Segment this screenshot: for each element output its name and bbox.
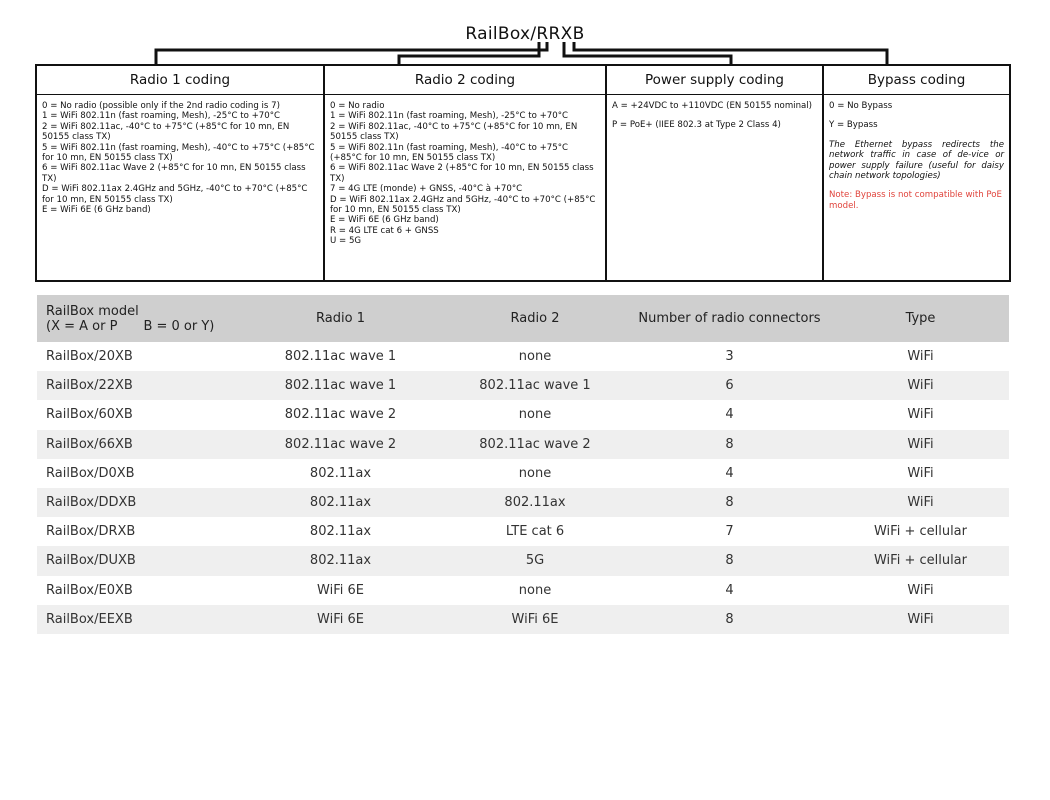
- radio1-code-line: D = WiFi 802.11ax 2.4GHz and 5GHz, -40°C to +70°C (+85°C for 10 mn, EN 50155 class TX): [42, 184, 308, 205]
- radio1-code-line: 6 = WiFi 802.11ac Wave 2 (+85°C for 10 mn, EN 50155 class TX): [42, 163, 306, 184]
- cell-radio1: 802.11ax: [238, 488, 443, 517]
- radio2-coding-heading: Radio 2 coding: [325, 66, 605, 95]
- table-row: [37, 430, 1009, 459]
- table-row: [37, 546, 1009, 575]
- cell-type: WiFi + cellular: [832, 546, 1009, 575]
- table-row: [37, 342, 1009, 371]
- power-coding-list: [607, 95, 822, 133]
- cell-connectors: 4: [725, 465, 734, 481]
- cell-radio2: none: [518, 582, 552, 598]
- power-coding-column: [607, 66, 824, 280]
- radio2-code-line: R = 4G LTE cat 6 + GNSS: [330, 225, 439, 236]
- cell-connectors: 8: [627, 488, 832, 517]
- radio2-code-line: D = WiFi 802.11ax 2.4GHz and 5GHz, -40°C to +70°C (+85°C for 10 mn, EN 50155 class TX): [330, 194, 596, 216]
- cell-radio2: 802.11ax: [443, 488, 627, 517]
- cell-radio2: WiFi 6E: [443, 605, 627, 634]
- bypass-coding-column: [824, 66, 1009, 280]
- cell-type: WiFi: [832, 488, 1009, 517]
- cell-model: RailBox/DUXB: [37, 546, 238, 575]
- cell-type: WiFi: [907, 349, 934, 365]
- cell-radio2: 802.11ac wave 2: [443, 430, 627, 459]
- radio1-coding-list: [37, 95, 323, 217]
- cell-radio1: 802.11ax: [309, 524, 372, 540]
- table-row: [37, 400, 1009, 429]
- cell-radio1: WiFi 6E: [317, 582, 364, 598]
- radio2-code-line: U = 5G: [330, 236, 362, 247]
- radio2-code-line: 1 = WiFi 802.11n (fast roaming, Mesh), -25°C to +70°C: [330, 111, 569, 122]
- cell-model: RailBox/DRXB: [46, 524, 136, 540]
- product-code-title: RailBox/RRXB: [465, 24, 585, 44]
- cell-radio1: 802.11ac wave 2: [238, 430, 443, 459]
- header-model-legend: [46, 319, 237, 334]
- power-code-p: P = PoE+ (IIEE 802.3 at Type 2 Class 4): [612, 120, 781, 131]
- cell-connectors: 7: [725, 524, 734, 540]
- cell-connectors: 4: [725, 582, 734, 598]
- cell-radio1: WiFi 6E: [238, 605, 443, 634]
- cell-radio1: 802.11ac wave 1: [284, 349, 397, 365]
- header-radio1: Radio 1: [238, 295, 443, 342]
- code-connector-lines: [0, 0, 1050, 70]
- radio2-code-line: 0 = No radio: [330, 101, 385, 111]
- radio2-code-line: 2 = WiFi 802.11ac, -40°C to +75°C (+85°C for 10 mn, EN 50155 class TX): [330, 121, 578, 143]
- table-row: [37, 517, 1009, 546]
- header-type: Type: [832, 295, 1009, 342]
- table-row: [37, 605, 1009, 634]
- cell-connectors: 8: [627, 605, 832, 634]
- header-model-b: B = 0 or Y): [143, 318, 215, 334]
- cell-radio1: 802.11ac wave 1: [238, 371, 443, 400]
- radio2-code-line: 7 = 4G LTE (monde) + GNSS, -40°C à +70°C: [330, 184, 523, 195]
- cell-model: RailBox/66XB: [37, 430, 238, 459]
- cell-model: RailBox/20XB: [46, 349, 133, 365]
- cell-type: WiFi: [907, 582, 934, 598]
- cell-connectors: 3: [725, 349, 734, 365]
- cell-model: RailBox/22XB: [37, 371, 238, 400]
- cell-model: RailBox/EEXB: [37, 605, 238, 634]
- cell-type: WiFi: [832, 371, 1009, 400]
- radio2-code-line: 6 = WiFi 802.11ac Wave 2 (+85°C for 10 mn, EN 50155 class TX): [330, 163, 594, 184]
- radio1-code-line: 5 = WiFi 802.11n (fast roaming, Mesh), -40°C to +75°C (+85°C for 10 mn, EN 50155 class TX): [42, 142, 315, 164]
- table-row: [37, 576, 1009, 605]
- cell-radio2: none: [518, 407, 552, 423]
- bypass-note: Note: Bypass is not compatible with PoE model.: [829, 190, 1002, 211]
- cell-radio2: LTE cat 6: [505, 524, 565, 540]
- table-row: [37, 488, 1009, 517]
- header-radio2: Radio 2: [443, 295, 627, 342]
- cell-type: WiFi: [907, 465, 934, 481]
- header-connectors: Number of radio connectors: [627, 295, 832, 342]
- model-table-header: [37, 295, 1009, 342]
- power-coding-heading: Power supply coding: [607, 66, 822, 95]
- radio1-code-line: E = WiFi 6E (6 GHz band): [42, 205, 151, 216]
- cell-radio1: 802.11ax: [238, 546, 443, 575]
- cell-model: RailBox/DDXB: [37, 488, 238, 517]
- cell-radio1: 802.11ax: [309, 465, 372, 481]
- cell-radio1: 802.11ac wave 2: [284, 407, 397, 423]
- cell-type: WiFi: [832, 430, 1009, 459]
- cell-connectors: 8: [627, 430, 832, 459]
- bypass-coding-list: [824, 95, 1009, 213]
- radio1-code-line: 0 = No radio (possible only if the 2nd radio coding is 7): [42, 101, 280, 111]
- table-row: [37, 459, 1009, 488]
- cell-model: RailBox/60XB: [46, 407, 133, 423]
- radio1-coding-column: [37, 66, 325, 280]
- bypass-coding-heading: Bypass coding: [824, 66, 1009, 95]
- radio1-code-line: 2 = WiFi 802.11ac, -40°C to +75°C (+85°C for 10 mn, EN 50155 class TX): [42, 121, 290, 143]
- cell-model: RailBox/E0XB: [46, 582, 133, 598]
- coding-table: [35, 64, 1011, 282]
- bypass-code-0: 0 = No Bypass: [829, 101, 893, 111]
- power-code-a: A = +24VDC to +110VDC (EN 50155 nominal): [612, 101, 813, 111]
- cell-radio2: 5G: [443, 546, 627, 575]
- cell-radio2: 802.11ac wave 1: [443, 371, 627, 400]
- radio2-coding-list: [325, 95, 605, 249]
- radio1-code-line: 1 = WiFi 802.11n (fast roaming, Mesh), -25°C to +70°C: [42, 111, 281, 122]
- bypass-code-y: Y = Bypass: [829, 120, 878, 131]
- model-table: [37, 295, 1009, 634]
- cell-radio2: none: [518, 349, 552, 365]
- cell-connectors: 8: [627, 546, 832, 575]
- cell-type: WiFi + cellular: [873, 524, 967, 540]
- radio1-coding-heading: Radio 1 coding: [37, 66, 323, 95]
- header-model-title: RailBox model: [46, 303, 139, 319]
- radio2-code-line: 5 = WiFi 802.11n (fast roaming, Mesh), -40°C to +75°C (+85°C for 10 mn, EN 50155 class TX): [330, 142, 569, 164]
- table-row: [37, 371, 1009, 400]
- radio2-code-line: E = WiFi 6E (6 GHz band): [330, 215, 439, 226]
- bypass-description: The Ethernet bypass redirects the network traffic in case of de-vice or power supply failure (useful for daisy chain network topologies): [829, 139, 1004, 182]
- cell-connectors: 4: [725, 407, 734, 423]
- cell-radio2: none: [518, 465, 552, 481]
- header-model-x: (X = A or P: [46, 318, 118, 334]
- radio2-coding-column: [325, 66, 607, 280]
- header-model: [37, 295, 238, 342]
- cell-connectors: 6: [627, 371, 832, 400]
- cell-type: WiFi: [907, 407, 934, 423]
- cell-model: RailBox/D0XB: [46, 465, 135, 481]
- cell-type: WiFi: [832, 605, 1009, 634]
